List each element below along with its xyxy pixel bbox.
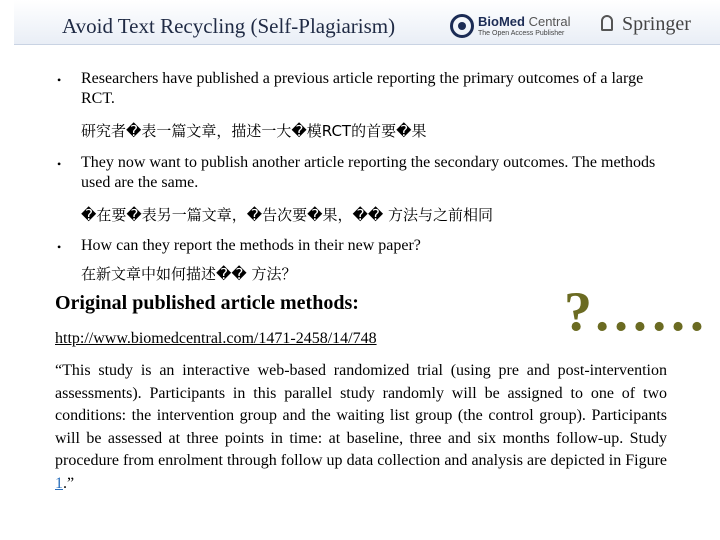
bullet-3-chinese: 在新文章中如何描述�� 方法？ xyxy=(81,265,297,283)
biomed-name-bold: BioMed xyxy=(478,14,525,29)
springer-wordmark: Springer xyxy=(622,12,691,35)
bullet-1-text: Researchers have published a previous article reporting the primary outcomes of a large RCT. xyxy=(81,70,644,107)
methods-quote xyxy=(55,360,667,495)
methods-heading: Original published article methods: xyxy=(55,292,359,314)
slide-title: Avoid Text Recycling (Self-Plagiarism) xyxy=(62,14,396,38)
methods-url-link[interactable]: http://www.biomedcentral.com/1471-2458/14/748 xyxy=(55,330,377,347)
biomed-name-light: Central xyxy=(528,14,571,29)
figure-1-link[interactable]: 1 xyxy=(55,474,63,492)
question-mark-graphic: ?…… xyxy=(564,281,707,343)
biomed-central-logo xyxy=(450,10,578,42)
bullet-3-text: How can they report the methods in their new paper? xyxy=(81,237,421,254)
springer-logo xyxy=(598,10,691,38)
springer-horse-icon xyxy=(598,13,618,35)
bullet-2-text: They now want to publish another article reporting the secondary outcomes. The methods used are the same. xyxy=(81,154,656,191)
bullet-marker: • xyxy=(57,240,62,254)
quote-end: .” xyxy=(63,474,75,492)
biomed-tagline: The Open Access Publisher xyxy=(478,30,565,37)
bullet-1-chinese: 研究者�表一篇文章，描述一大�模RCT的首要�果 xyxy=(81,122,427,140)
bullet-2-chinese: �在要�表另一篇文章，�告次要�果，�� 方法与之前相同 xyxy=(81,206,494,224)
bullet-marker: • xyxy=(57,157,62,171)
biomed-ring-icon xyxy=(450,14,474,38)
bullet-marker: • xyxy=(57,73,62,87)
quote-text: “This study is an interactive web-based randomized trial (using pre and post-intervention assessments). Participants in this parallel study randomly will be assigned to one of two conditions: the intervention group and the waiting list group (the control group). Participants will be assessed at three points in time: at baseline, three and six months follow-up. Study procedure from enrolment through follow up data collection and analysis are depicted in Figure xyxy=(55,362,667,469)
